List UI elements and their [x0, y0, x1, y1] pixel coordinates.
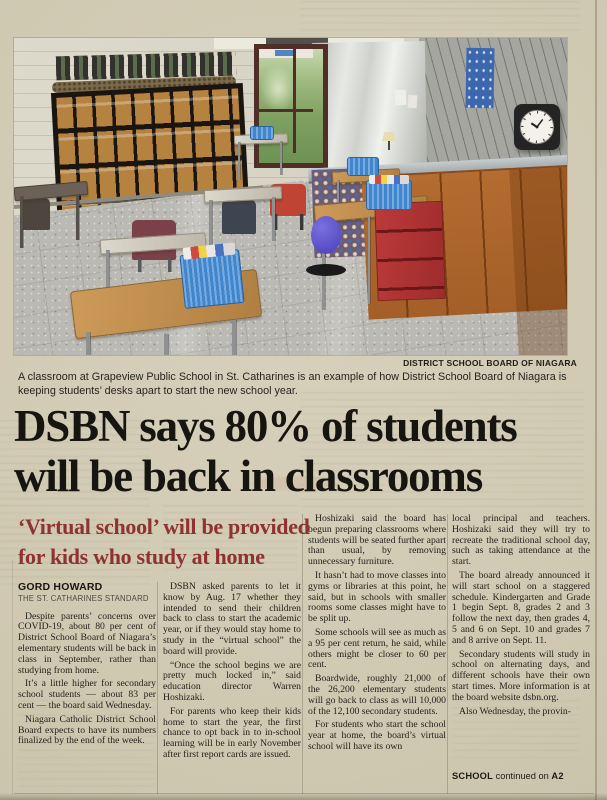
- tall-cabinet: [509, 167, 567, 355]
- desk-lamp-stem: [388, 141, 390, 150]
- blue-poster: [465, 48, 494, 108]
- headline: [14, 401, 604, 501]
- bleedthrough-texture: [300, 1, 580, 34]
- continued-notice: [452, 771, 590, 781]
- article-paragraph: Some schools will see as much as a 95 per cent return, he said, while others might be closer to 60 per cent.: [308, 626, 446, 671]
- article-paragraph: local principal and teachers. Hoshizaki said they will try to recreate the traditional school day, such as taking attendance at the start.: [452, 513, 590, 568]
- wobble-stool: [306, 216, 346, 278]
- headline-line2: will be back in classrooms: [14, 451, 483, 501]
- article-paragraph: Hoshizaki said the board has begun preparing classrooms where students will be seated further apart than usual, by removing unnecessary furniture.: [308, 513, 446, 568]
- student-desk: [234, 134, 286, 182]
- article-column-3: [308, 514, 446, 756]
- column-rule: [12, 560, 13, 795]
- article-paragraph: The board already announced it will start school on a staggered schedule. Kindergarten and Grade 1 begin Sept. 8, grades 2 and 3 follow the next day, then grades 4, 5 and 6 on Sept. 10 and grades 7 and 8 arrive on Sept. 11.: [452, 569, 590, 646]
- supply-basket: [179, 249, 244, 309]
- article-column-1: [18, 582, 156, 750]
- headline-line1: DSBN says 80% of students: [14, 401, 517, 451]
- supply-basket: [250, 126, 274, 140]
- subheadline-line2: for kids who study at home: [18, 544, 265, 569]
- chair: [20, 198, 50, 230]
- continued-tag: SCHOOL: [452, 771, 493, 781]
- article-paragraph: DSBN asked parents to let it know by Aug. 17 whether they intended to send their children back to class to start the academic year, or if they would stay home to study in the “virtual school” the board will provide.: [163, 581, 301, 657]
- article-paragraph: “Once the school begins we are pretty much locked in,” said education director Warren Hoshizaki.: [163, 659, 301, 703]
- photo-credit: DISTRICT SCHOOL BOARD OF NIAGARA: [403, 358, 577, 368]
- student-desk: [14, 184, 86, 254]
- school-supplies: [369, 175, 409, 184]
- supply-basket: [347, 157, 379, 176]
- photo-caption: A classroom at Grapeview Public School in St. Catharines is an example of how District School Board of Niagara is keeping students’ desks apart to start the new school year.: [18, 371, 567, 397]
- article-paragraph: Secondary students will study in school on alternating days, and different schools have their own start times. More information is at the board website dsbn.org.: [452, 648, 590, 703]
- article-paragraph: Despite parents’ concerns over COVID-19, about 80 per cent of District School Board of Niagara’s elementary students will be back in class in September, rather than studying from home.: [18, 610, 156, 676]
- window-mullion: [293, 49, 296, 153]
- wall-clock: [514, 104, 560, 150]
- column-rule: [447, 514, 448, 794]
- classroom-photo: [14, 38, 567, 355]
- supply-basket: [366, 180, 412, 210]
- window-blind-label: [275, 50, 295, 56]
- byline-organization: THE ST. CATHARINES STANDARD: [18, 593, 149, 603]
- subheadline: [18, 512, 314, 572]
- student-desk: [204, 188, 280, 252]
- article-paragraph: Also Wednesday, the provin-: [459, 705, 571, 717]
- column-rule: [157, 582, 158, 794]
- article-paragraph: For students who start the school year at home, the board’s virtual school will have its own: [308, 719, 446, 752]
- window-mullion: [259, 109, 313, 112]
- continued-text: continued on: [492, 771, 552, 781]
- byline-author: GORD HOWARD: [18, 581, 103, 593]
- continued-page-ref: A2: [551, 771, 564, 781]
- article-paragraph: Niagara Catholic District School Board expects to have its numbers finalized by the end of the week.: [18, 713, 156, 747]
- article-paragraph: Boardwide, roughly 21,000 of the 26,200 elementary students will go back to class as will 10,000 of the 12,100 secondary students.: [308, 673, 446, 717]
- article-column-4: [452, 514, 590, 720]
- article-paragraph: For parents who keep their kids home to start the year, the first chance to opt back in to in-school learning will be in early November after first report cards are issued.: [163, 705, 301, 760]
- article-paragraph: It’s a little higher for secondary school students — about 83 per cent — the board said Wednesday.: [18, 678, 156, 711]
- paper-on-wall: [408, 95, 418, 109]
- chair: [222, 200, 256, 234]
- clock-face: [518, 108, 556, 146]
- article-column-2: [163, 582, 301, 764]
- article-paragraph: It hasn’t had to move classes into gyms or libraries at this point, he said, but in schools with smaller rooms some classes might have to be split up.: [308, 569, 446, 625]
- page-edge-rule: [595, 0, 597, 800]
- subheadline-line1: ‘Virtual school’ will be provided: [18, 514, 310, 539]
- storage-cart: [374, 201, 445, 301]
- paper-on-wall: [395, 90, 407, 106]
- scan-edge-shadow: [0, 793, 607, 800]
